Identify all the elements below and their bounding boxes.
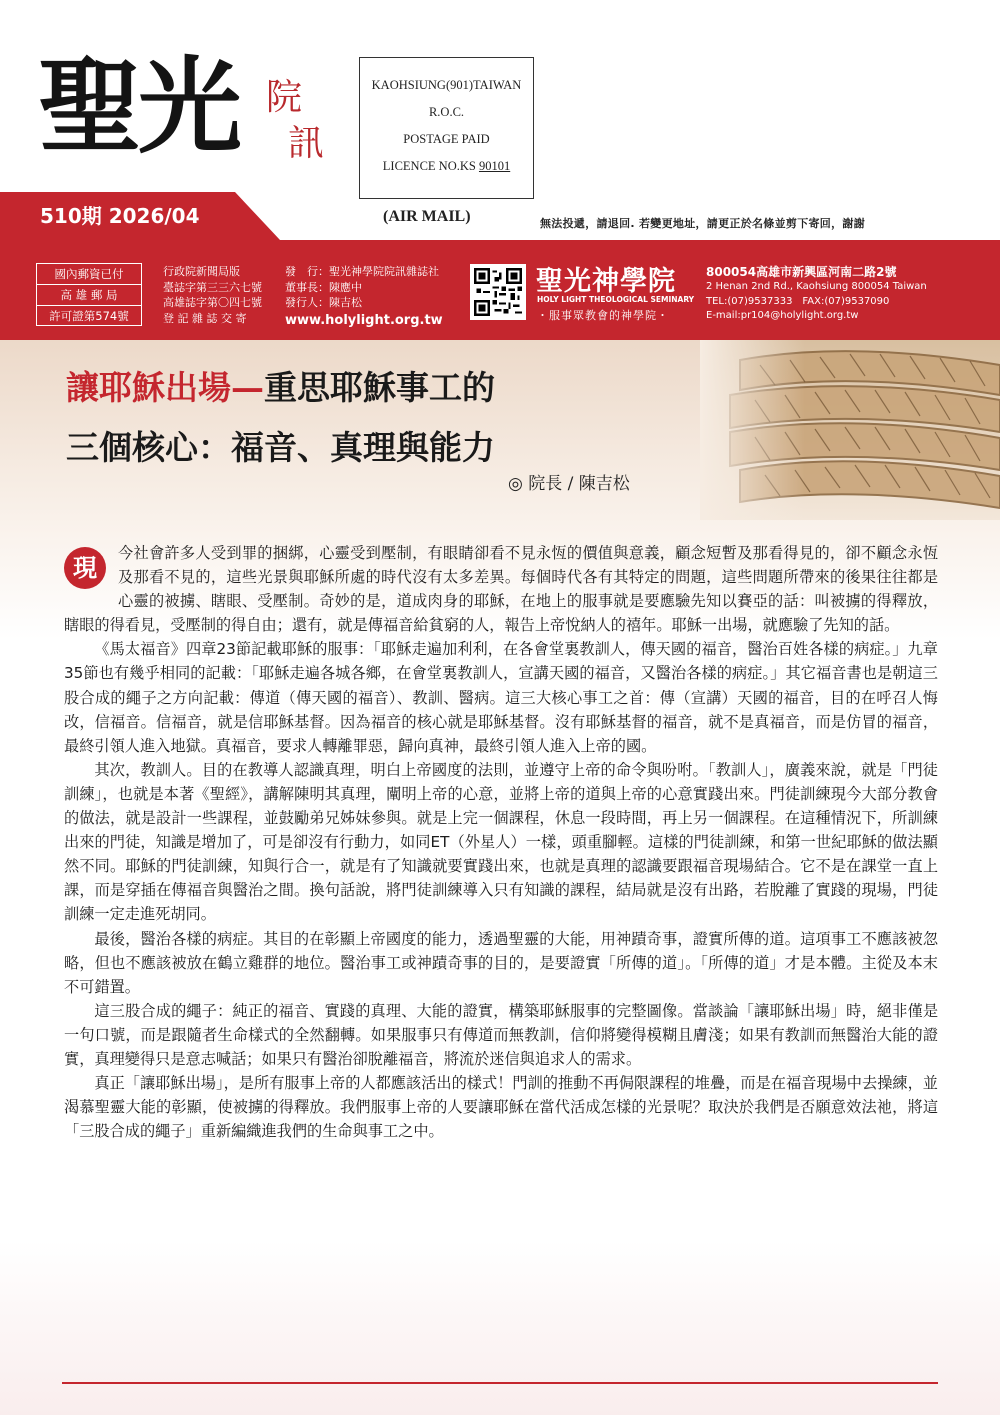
logo-sub-text — [248, 75, 338, 167]
seminary-name: 聖光神學院 — [536, 266, 676, 297]
publisher-line-2: 董事長：陳應中 — [285, 280, 362, 294]
masthead-logo — [38, 45, 338, 185]
phone-fax: TEL:(07)9537333 FAX:(07)9537090 — [706, 295, 890, 307]
paragraph-1-text: 今社會許多人受到罪的捆綁，心靈受到壓制，有眼睛卻看不見永恆的價值與意義，顧念短暫及那看得見的，卻不顧念永恆及那看不見的，這些光景與耶穌所處的時代沒有太多差異。每個時代各有其特定的問題，這些問題所帶來的後果往往都是心靈的被擄、瞎眼、受壓制。奇妙的是，道成肉身的耶穌，在地上的服事就是要應驗先知以賽亞的話：叫被擄的得釋放，瞎眼的得看見，受壓制的得自由；還有，就是傳福音給貧窮的人，報告上帝悅納人的禧年。耶穌一出場，就應驗了先知的話。 — [64, 544, 938, 635]
postage-line-2: R.O.C. — [428, 105, 465, 119]
postage-line-4 — [360, 153, 533, 180]
email-link[interactable]: E-mail:pr104@holylight.org.tw — [706, 310, 859, 321]
website-link[interactable]: www.holylight.org.tw — [285, 312, 443, 328]
rope-image — [700, 340, 1000, 520]
title-highlight: 讓耶穌出場 — [66, 368, 231, 407]
title-rest: 重思耶穌事工的 — [264, 368, 495, 407]
licence-number: 90101 — [478, 159, 511, 173]
publisher-line-1: 發 行：聖光神學院院訊雜誌社 — [285, 265, 439, 278]
bottom-rule — [62, 1382, 938, 1384]
registration-line-4: 登 記 雜 誌 交 寄 — [163, 311, 247, 325]
paragraph-3: 其次，教訓人。目的在教導人認識真理，明白上帝國度的法則，並遵守上帝的命令與吩咐。「教訓人」，廣義來說，就是「門徒訓練」，也就是本著《聖經》，講解陳明其真理，闡明上帝的心意，並將上帝的道與上帝的心意實踐出來。門徒訓練現今大部分教會的做法，就是設計一些課程，並鼓勵弟兄姊妹參與。就是上完一個課程，休息一段時間，再上另一個課程。在這種情況下，所訓練出來的門徒，知識是增加了，可是卻沒有行動力，如同ET（外星人）一樣，頭重腳輕。這樣的門徒訓練，和第一世紀耶穌的做法顯然不同。耶穌的門徒訓練，知與行合一，就是有了知識就要實踐出來，也就是真理的認識要跟福音現場結合。它不是在課堂一直上課，而是穿插在傳福音與醫治之間。換句話說，將門徒訓練導入只有知識的課程，結局就是沒有出路，若脫離了實踐的現場，門徒訓練一定走進死胡同。 — [64, 760, 938, 924]
paragraph-2: 《馬太福音》四章23節記載耶穌的服事：「耶穌走遍加利利，在各會堂裏教訓人，傳天國的福音，醫治百姓各樣的病症。」九章35節也有幾乎相同的記載：「耶穌走遍各城各鄉，在會堂裏教訓人，宣講天國的福音，又醫治各樣的病症。」其它福音書也是朝這三股合成的繩子之方向記載：傳道（傳天國的福音）、教訓、醫病。這三大核心事工之首：傳（宣講）天國的福音，目的在呼召人悔改，信福音。信福音，就是信耶穌基督。因為福音的核心就是耶穌基督。沒有耶穌基督的福音，就不是真福音，而是仿冒的福音，最終引領人進入地獄。真福音，要求人轉離罪惡，歸向真神，最終引領人進入上帝的國。 — [64, 640, 938, 755]
issue-number: 510期 2026/04 — [40, 204, 200, 228]
paragraph-6: 真正「讓耶穌出場」，是所有服事上帝的人都應該活出的樣式！門訓的推動不再侷限課程的堆疊，而是在福音現場中去操練，並渴慕聖靈大能的彰顯，使被擄的得釋放。我們服事上帝的人要讓耶穌在當代活成怎樣的光景呢？取決於我們是否願意效法祂，將這「三股合成的繩子」重新編織進我們的生命與事工之中。 — [64, 1074, 938, 1141]
paragraph-1 — [64, 541, 938, 637]
air-mail-label: (AIR MAIL) — [383, 208, 471, 225]
article-body — [64, 541, 938, 1143]
return-note: 無法投遞，請退回. 若變更地址，請更正於名條並剪下寄回，謝謝 — [540, 217, 866, 230]
article-byline: ◎ 院長 / 陳吉松 — [508, 474, 630, 494]
registration-info — [163, 264, 262, 326]
registration-line-1: 行政院新聞局版 — [163, 265, 240, 278]
permit-line-2: 高 雄 郵 局 — [37, 285, 141, 306]
publisher-line-3: 發行人：陳吉松 — [285, 296, 362, 309]
postal-permit-box — [36, 263, 142, 326]
address-en: 2 Henan 2nd Rd., Kaohsiung 800054 Taiwan — [706, 281, 927, 292]
seminary-english-name: HOLY LIGHT THEOLOGICAL SEMINARY — [537, 295, 695, 304]
registration-line-2: 臺誌字第三三六七號 — [163, 280, 262, 294]
logo-sub-char-1: 院 — [266, 77, 303, 118]
logo-sub-char-2: 訊 — [288, 123, 325, 164]
publisher-info — [285, 264, 443, 328]
postage-paid-box — [359, 57, 534, 199]
title-dash: — — [231, 368, 264, 407]
address-zh: 800054高雄市新興區河南二路2號 — [706, 265, 897, 279]
permit-line-1: 國內郵資已付 — [37, 264, 141, 285]
paragraph-5: 這三股合成的繩子：純正的福音、實踐的真理、大能的證實，構築耶穌服事的完整圖像。當談論「讓耶穌出場」時，絕非僅是一句口號，而是跟隨者生命樣式的全然翻轉。如果服事只有傳道而無教訓，信仰將變得模糊且膚淺；如果有教訓而無醫治大能的證實，真理變得只是意志喊話；如果只有醫治卻脫離福音，將流於迷信與追求人的需求。 — [64, 1001, 938, 1068]
postage-line-1: KAOHSIUNG(901)TAIWAN — [371, 78, 522, 92]
postage-line-3: POSTAGE PAID — [403, 132, 490, 146]
registration-line-3: 高雄誌字第〇四七號 — [163, 296, 262, 309]
logo-main-text: 聖光 — [38, 45, 239, 168]
paragraph-4: 最後，醫治各樣的病症。其目的在彰顯上帝國度的能力，透過聖靈的大能，用神蹟奇事，證實所傳的道。這項事工不應該被忽略，但也不應該被放在鶴立雞群的地位。醫治事工或神蹟奇事的目的，是要證實「所傳的道」。「所傳的道」才是本體。主從及本末不可錯置。 — [64, 929, 938, 996]
permit-line-3: 許可證第574號 — [49, 309, 129, 323]
qr-code-icon[interactable] — [470, 264, 526, 320]
article-title-line-2: 三個核心：福音、真理與能力 — [66, 428, 495, 467]
drop-cap: 現 — [64, 547, 106, 589]
seminary-slogan: ・服事眾教會的神學院・ — [537, 309, 669, 322]
contact-info — [706, 264, 927, 324]
article-title-line-1 — [66, 362, 495, 409]
licence-label: LICENCE NO.KS — [382, 159, 476, 173]
